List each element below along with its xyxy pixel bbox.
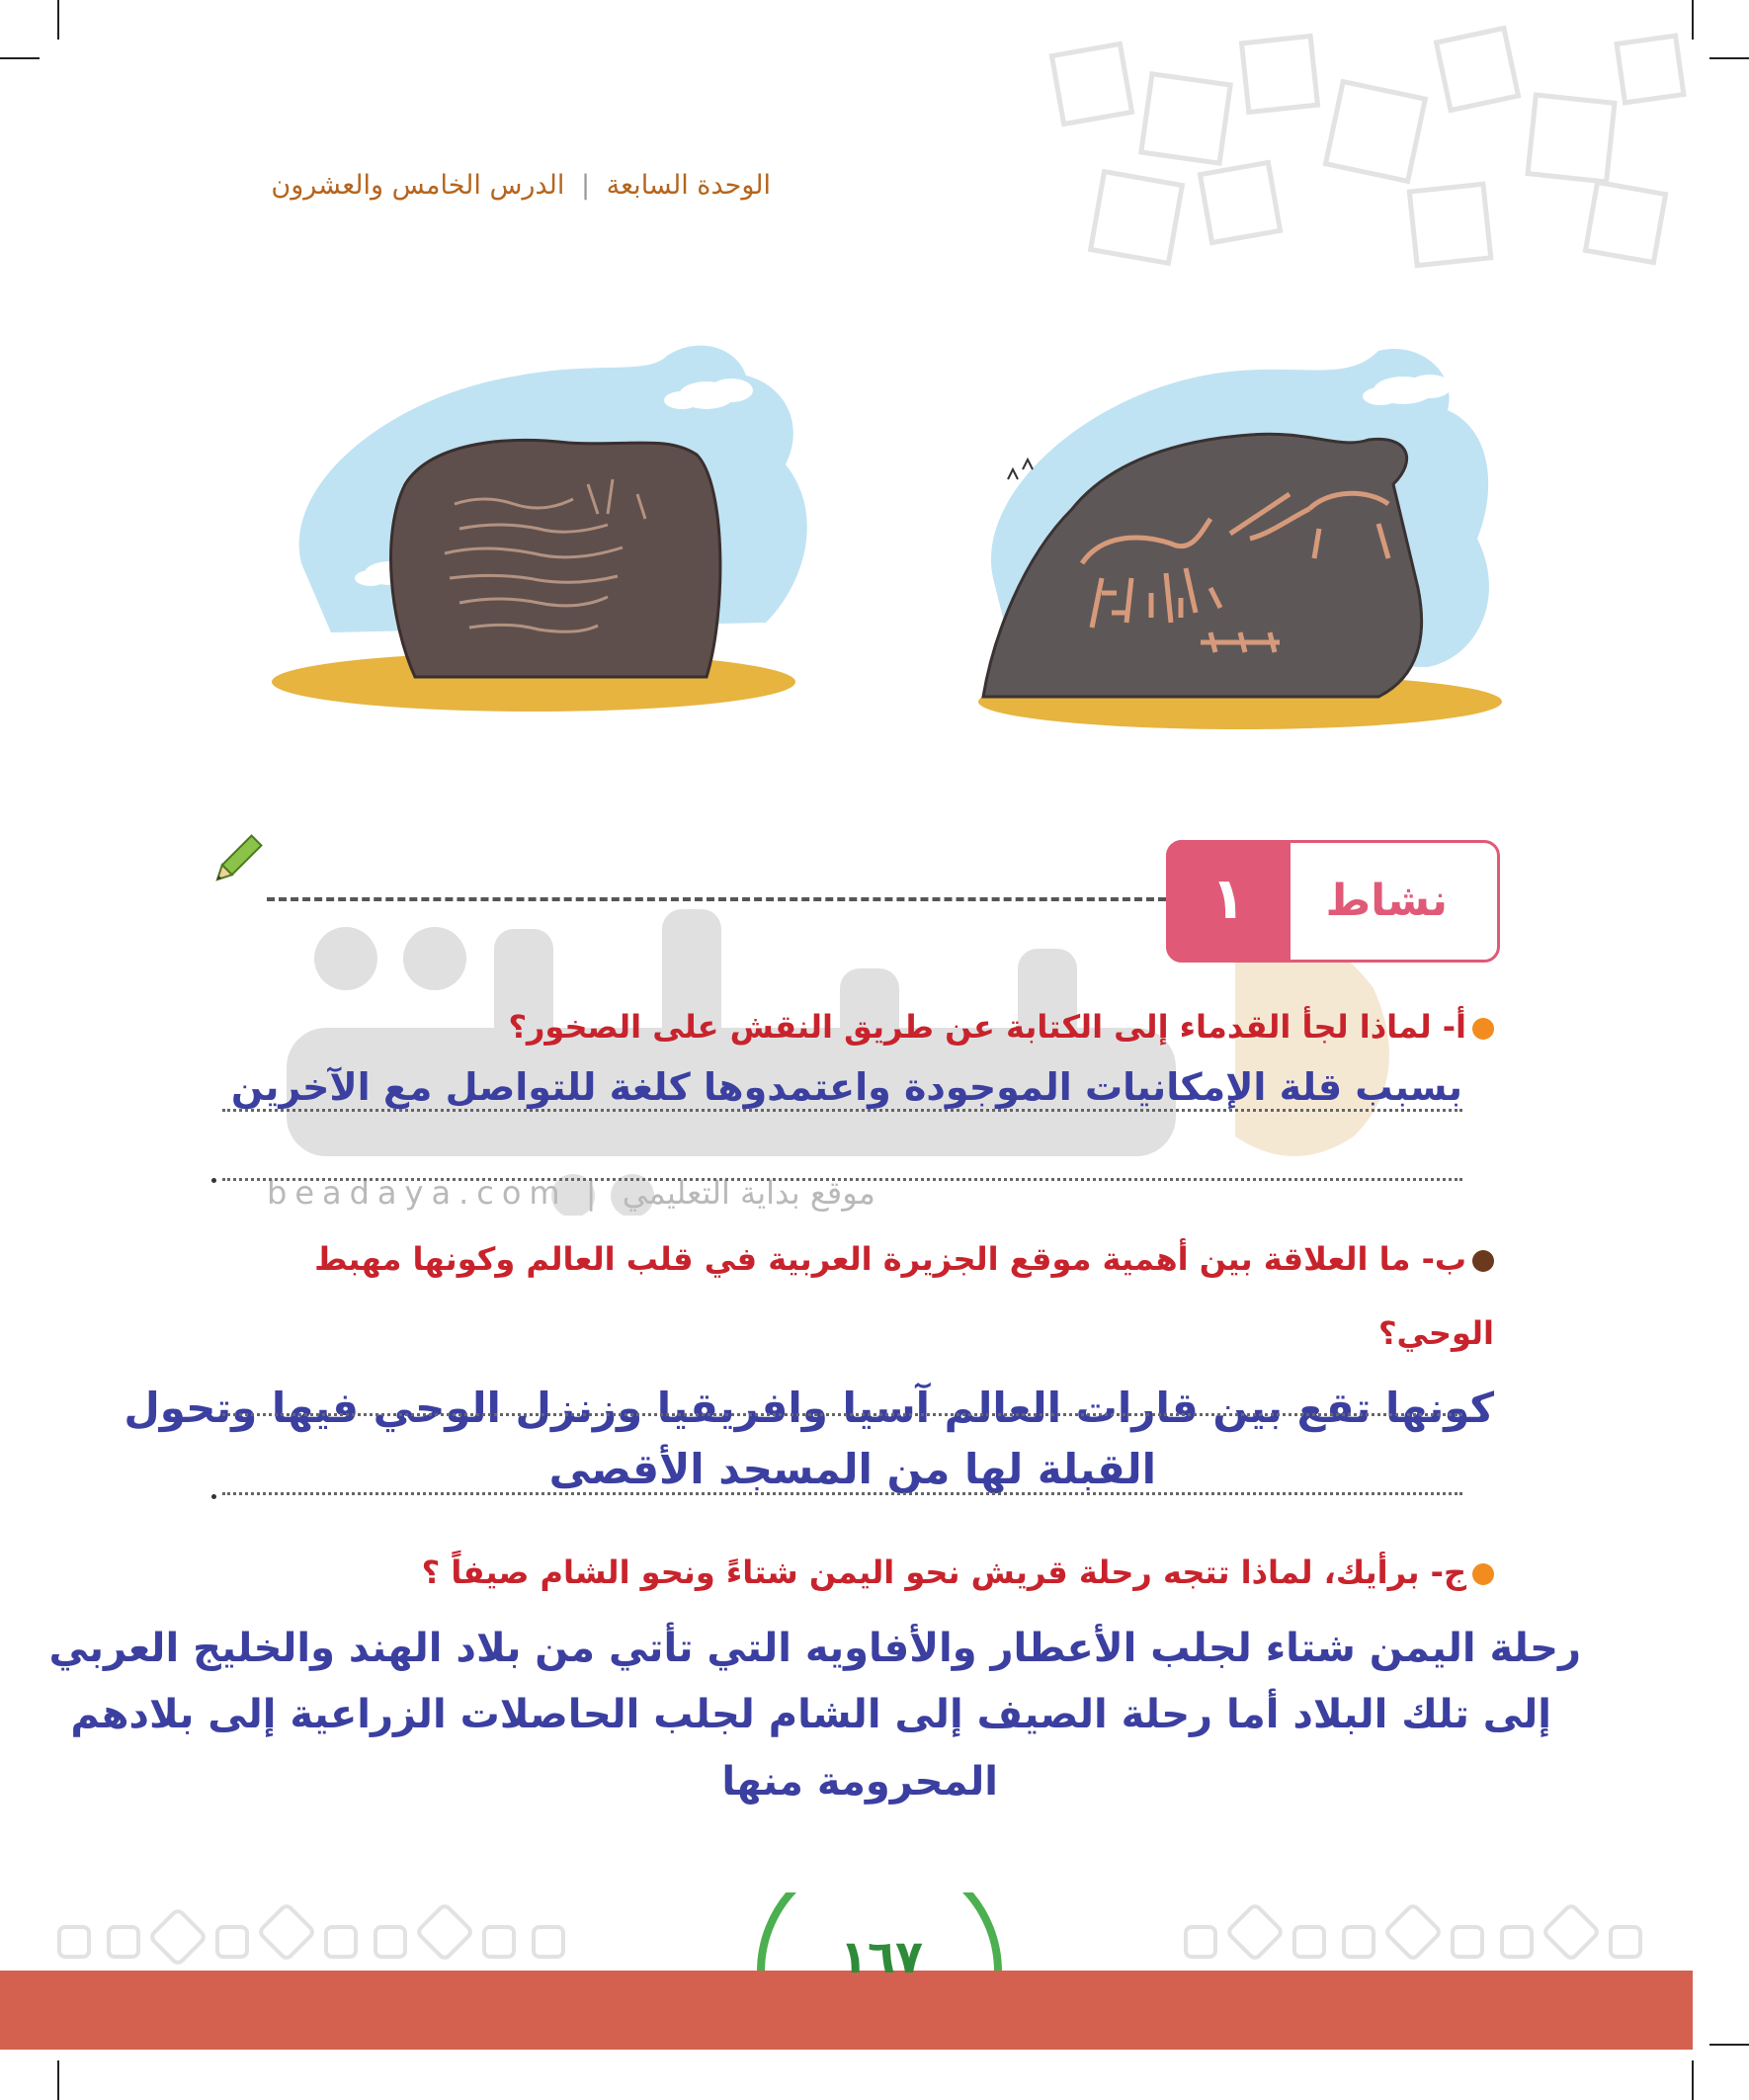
lesson-title: الدرس الخامس والعشرون — [271, 170, 565, 201]
answer-line — [222, 1178, 1462, 1181]
line-dot — [211, 1178, 216, 1183]
header-separator: | — [580, 170, 591, 201]
crop-mark — [57, 0, 59, 40]
crop-mark — [57, 2060, 59, 2100]
line-dot — [211, 1494, 216, 1499]
answer-line — [222, 1413, 1462, 1416]
answer-a-line-1: بسبب قلة الإمكانيات الموجودة واعتمدوها كلغة للتواصل مع الآخرين — [230, 1065, 1462, 1109]
answer-c-line-3: المحرومة منها — [721, 1759, 998, 1805]
crop-mark — [1692, 2060, 1694, 2100]
question-b-text-line-2: الوحي؟ — [1377, 1314, 1494, 1352]
answer-line — [222, 1109, 1462, 1112]
activity-divider-line — [267, 897, 1166, 901]
unit-lesson-header — [198, 170, 771, 201]
crop-mark — [0, 57, 40, 59]
inscribed-rock-illustration — [272, 336, 825, 721]
answer-line — [222, 1492, 1462, 1495]
page-number: ١٦٧ — [839, 1930, 924, 1983]
bullet-icon — [1472, 1018, 1494, 1040]
question-a — [508, 1008, 1494, 1046]
question-b-continued — [1378, 1314, 1494, 1352]
activity-label: نشاط — [1325, 876, 1448, 926]
crop-mark — [1709, 2044, 1749, 2046]
bullet-icon — [1472, 1250, 1494, 1272]
crop-mark — [1709, 57, 1749, 59]
petroglyph-rock-illustration — [954, 341, 1507, 731]
watermark-site-text: beadaya.com | موقع بداية التعليمي — [267, 1174, 875, 1212]
activity-number: ١ — [1166, 840, 1291, 963]
answer-b-line-2: القبلة لها من المسجد الأقصى — [548, 1445, 1156, 1493]
question-c — [422, 1554, 1494, 1591]
question-c-text: ج- برأيك، لماذا تتجه رحلة قريش نحو اليمن شتاءً ونحو الشام صيفاً ؟ — [421, 1554, 1466, 1591]
answer-c-line-2: إلى تلك البلاد أما رحلة الصيف إلى الشام لجلب الحاصلات الزراعية إلى بلادهم — [70, 1692, 1551, 1737]
question-a-text: أ- لماذا لجأ القدماء إلى الكتابة عن طريق النقش على الصخور؟ — [508, 1008, 1466, 1046]
activity-badge — [1166, 840, 1500, 963]
pencil-icon — [206, 830, 267, 891]
question-b — [314, 1240, 1494, 1278]
bullet-icon — [1472, 1563, 1494, 1585]
answer-c-line-1: رحلة اليمن شتاء لجلب الأعطار والأفاويه التي تأتي من بلاد الهند والخليج العربي — [48, 1626, 1581, 1671]
unit-title: الوحدة السابعة — [606, 170, 771, 201]
question-b-text-line-1: ب- ما العلاقة بين أهمية موقع الجزيرة العربية في قلب العالم وكونها مهبط — [314, 1240, 1466, 1278]
answer-b-line-1: كونها تقع بين قارات العالم آسيا وافريقيا وزنزل الوحي فيها وتحول — [124, 1384, 1494, 1432]
decorative-squares-pattern — [998, 20, 1709, 277]
